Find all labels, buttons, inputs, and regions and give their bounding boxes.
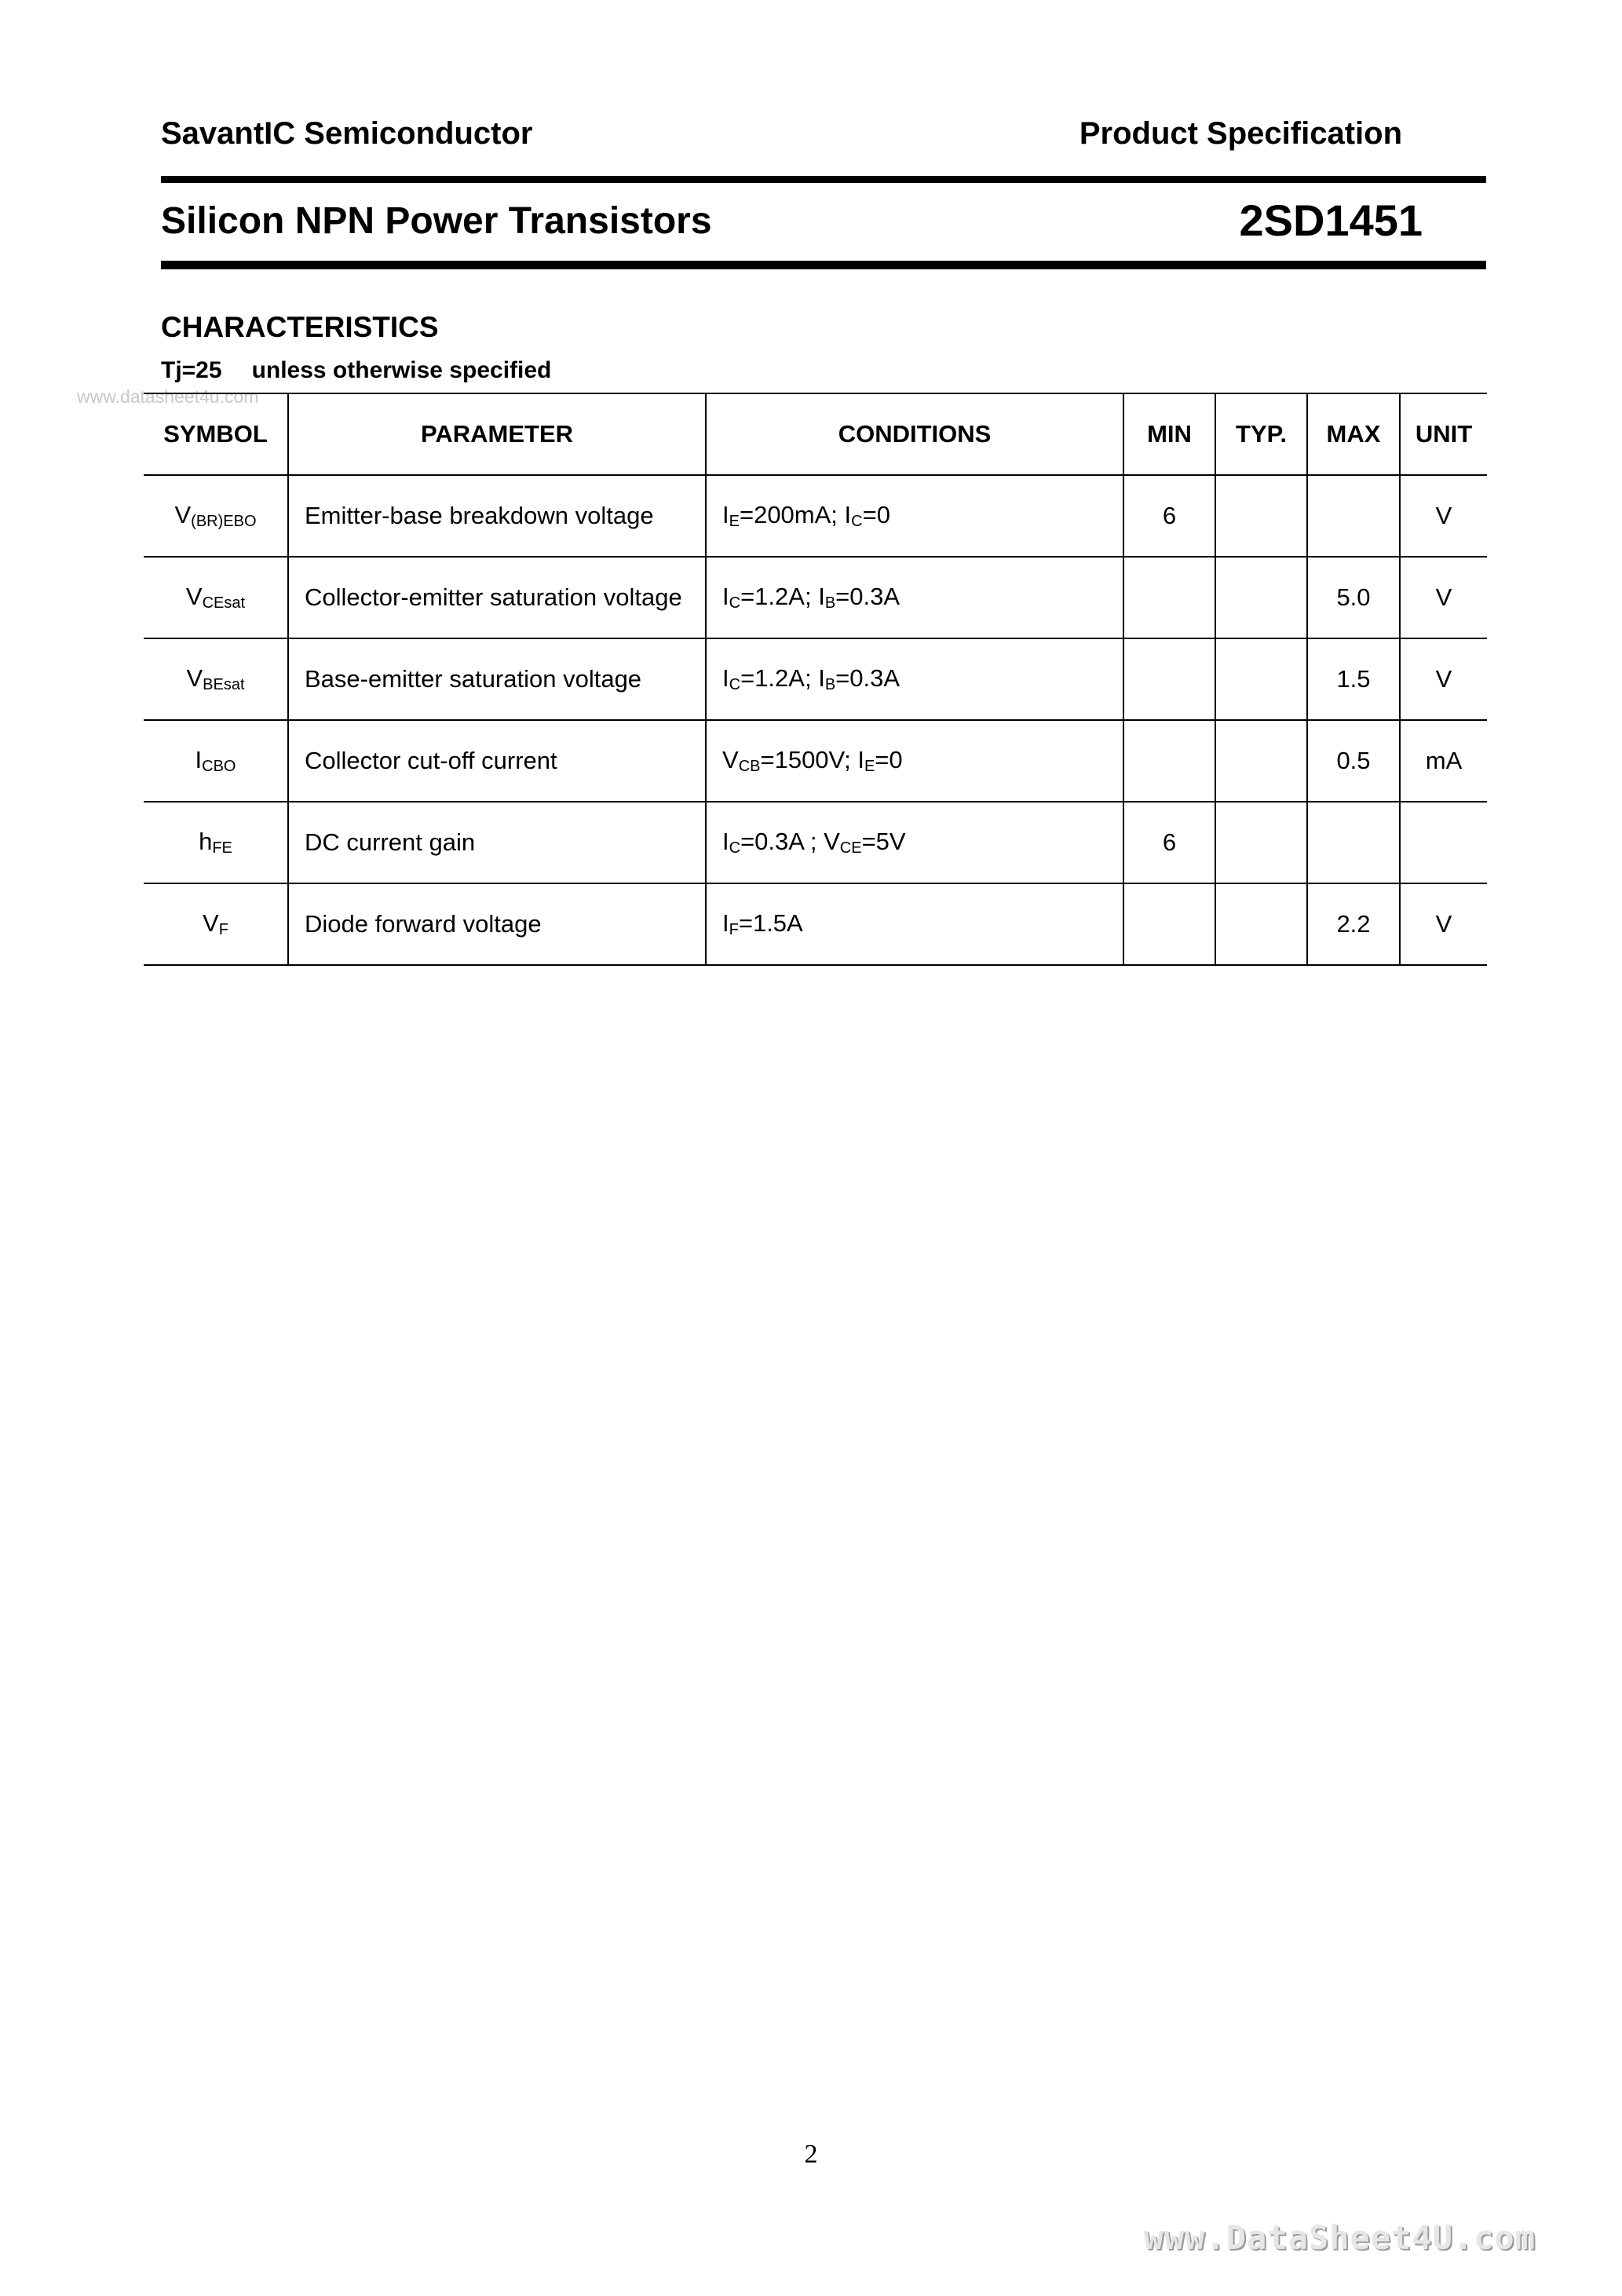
max-cell	[1307, 802, 1400, 883]
unit-cell: V	[1400, 883, 1487, 965]
condition-value: =1.5A	[738, 909, 803, 937]
header-max: MAX	[1307, 393, 1400, 475]
company-name: SavantIC Semiconductor	[161, 116, 533, 151]
max-cell: 0.5	[1307, 720, 1400, 802]
symbol-cell	[144, 638, 288, 720]
max-cell: 2.2	[1307, 883, 1400, 965]
condition-symbol: I	[722, 828, 729, 855]
conditions-cell	[706, 720, 1123, 802]
condition-value: =0.3A	[835, 664, 901, 692]
condition-subscript: E	[729, 513, 740, 530]
table-header-row	[144, 393, 1487, 475]
condition-symbol: V	[722, 746, 739, 773]
condition-symbol: V	[824, 828, 840, 855]
section-condition	[161, 357, 551, 384]
table-row	[144, 557, 1487, 638]
condition-value: =1.2A;	[740, 664, 819, 692]
min-cell: 6	[1123, 802, 1215, 883]
symbol-subscript: FE	[212, 839, 232, 857]
condition-subscript: C	[729, 839, 741, 857]
table-body	[144, 475, 1487, 965]
symbol-subscript: CEsat	[202, 594, 246, 612]
condition-value: =0	[862, 501, 890, 528]
header-parameter: PARAMETER	[288, 393, 706, 475]
part-number: 2SD1451	[1239, 196, 1423, 245]
condition-value: =200mA;	[739, 501, 845, 528]
document-type: Product Specification	[1079, 116, 1402, 151]
table-row	[144, 883, 1487, 965]
typ-cell	[1215, 802, 1307, 883]
symbol-cell	[144, 720, 288, 802]
unit-cell: V	[1400, 557, 1487, 638]
parameter-cell: Collector cut-off current	[288, 720, 706, 802]
symbol-subscript: (BR)EBO	[191, 513, 257, 530]
parameter-cell: Base-emitter saturation voltage	[288, 638, 706, 720]
table-row	[144, 720, 1487, 802]
condition-subscript: CB	[738, 758, 761, 775]
typ-cell	[1215, 475, 1307, 557]
parameter-cell: Diode forward voltage	[288, 883, 706, 965]
condition-subscript: CE	[839, 839, 862, 857]
header-conditions: CONDITIONS	[706, 393, 1123, 475]
condition-symbol: I	[722, 583, 729, 610]
header-typ: TYP.	[1215, 393, 1307, 475]
symbol-cell	[144, 802, 288, 883]
symbol-cell	[144, 557, 288, 638]
parameter-cell: Collector-emitter saturation voltage	[288, 557, 706, 638]
max-cell: 5.0	[1307, 557, 1400, 638]
conditions-cell	[706, 883, 1123, 965]
header-symbol: SYMBOL	[144, 393, 288, 475]
symbol-cell	[144, 883, 288, 965]
condition-value: =5V	[861, 828, 906, 855]
min-cell	[1123, 883, 1215, 965]
symbol-cell	[144, 475, 288, 557]
watermark-top[interactable]: www.datasheet4u.com	[77, 386, 259, 407]
max-cell	[1307, 475, 1400, 557]
condition-value: =0.3A ;	[740, 828, 824, 855]
section-title: CHARACTERISTICS	[161, 311, 439, 343]
symbol-main: I	[195, 746, 203, 773]
table-row	[144, 802, 1487, 883]
watermark-bottom[interactable]: www.DataSheet4U.com	[1143, 2218, 1536, 2257]
unit-cell	[1400, 802, 1487, 883]
condition-symbol: I	[722, 664, 729, 692]
condition-symbol: I	[722, 909, 729, 937]
condition-value: =1.2A;	[740, 583, 819, 610]
condition-value: =1500V;	[760, 746, 858, 773]
condition-symbol: I	[844, 501, 852, 528]
condition-temperature: Tj=25	[161, 357, 222, 383]
condition-subscript: C	[729, 594, 741, 612]
parameter-cell: DC current gain	[288, 802, 706, 883]
document-title: Silicon NPN Power Transistors	[161, 200, 712, 242]
header-unit: UNIT	[1400, 393, 1487, 475]
unit-cell: mA	[1400, 720, 1487, 802]
typ-cell	[1215, 557, 1307, 638]
condition-symbol: I	[818, 664, 825, 692]
header-rule-bottom	[161, 261, 1486, 269]
symbol-main: h	[199, 828, 213, 855]
condition-subscript: F	[729, 921, 739, 938]
condition-subscript: C	[729, 676, 741, 693]
conditions-cell	[706, 802, 1123, 883]
condition-subscript: E	[864, 758, 875, 775]
condition-text: unless otherwise specified	[251, 357, 552, 383]
typ-cell	[1215, 883, 1307, 965]
unit-cell: V	[1400, 638, 1487, 720]
condition-subscript: B	[824, 594, 836, 612]
condition-subscript: B	[824, 676, 836, 693]
condition-value: =0	[875, 746, 903, 773]
page-number: 2	[804, 2140, 818, 2169]
conditions-cell	[706, 638, 1123, 720]
typ-cell	[1215, 720, 1307, 802]
condition-symbol: I	[857, 746, 864, 773]
typ-cell	[1215, 638, 1307, 720]
min-cell	[1123, 720, 1215, 802]
header-rule-top	[161, 176, 1486, 183]
condition-symbol: I	[722, 501, 729, 528]
symbol-subscript: CBO	[202, 758, 236, 775]
symbol-main: V	[203, 909, 219, 937]
min-cell: 6	[1123, 475, 1215, 557]
max-cell: 1.5	[1307, 638, 1400, 720]
symbol-subscript: BEsat	[203, 676, 245, 693]
characteristics-table	[144, 393, 1487, 966]
conditions-cell	[706, 475, 1123, 557]
symbol-subscript: F	[218, 921, 228, 938]
condition-symbol: I	[818, 583, 825, 610]
unit-cell: V	[1400, 475, 1487, 557]
symbol-main: V	[186, 664, 203, 692]
parameter-cell: Emitter-base breakdown voltage	[288, 475, 706, 557]
table-row	[144, 475, 1487, 557]
min-cell	[1123, 557, 1215, 638]
condition-subscript: C	[851, 513, 863, 530]
symbol-main: V	[174, 501, 192, 528]
table-row	[144, 638, 1487, 720]
header-min: MIN	[1123, 393, 1215, 475]
symbol-main: V	[185, 583, 203, 610]
conditions-cell	[706, 557, 1123, 638]
min-cell	[1123, 638, 1215, 720]
condition-value: =0.3A	[835, 583, 901, 610]
